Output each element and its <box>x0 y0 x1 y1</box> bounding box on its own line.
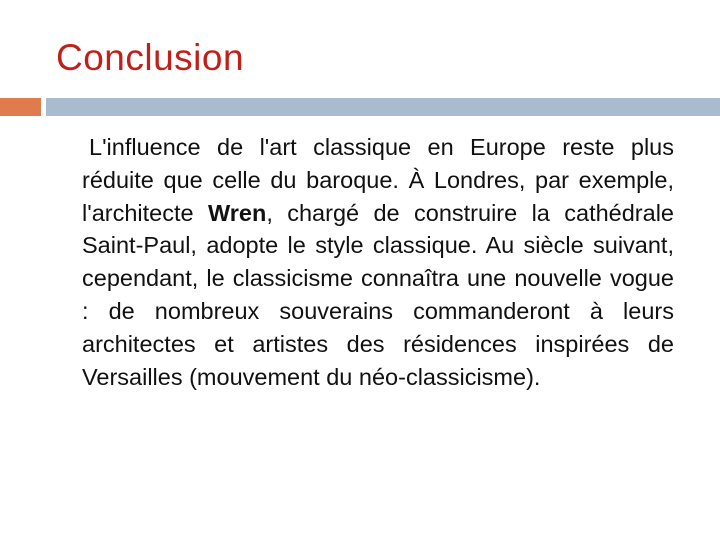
paragraph-text-part2: , chargé de construire la cathédrale Saint-Paul, adopte le style classique. Au siècle suivant, cependant, le classicisme connaîtra une nouvelle vogue : de nombreux souverains commanderont à leurs architectes et artistes des résidences inspirées de Versailles (mouvement du néo-classicisme). <box>82 199 674 390</box>
paragraph-text-part1: L'influence de l'art classique en Europe reste plus réduite que celle du baroque. À Londres, par exemple, l'architecte <box>82 134 674 226</box>
title-accent-bar <box>0 98 41 116</box>
slide-title: Conclusion <box>56 37 245 78</box>
slide-body-paragraph <box>82 131 674 393</box>
title-rule-bar <box>46 98 720 116</box>
paragraph-emphasis: Wren <box>207 199 267 226</box>
